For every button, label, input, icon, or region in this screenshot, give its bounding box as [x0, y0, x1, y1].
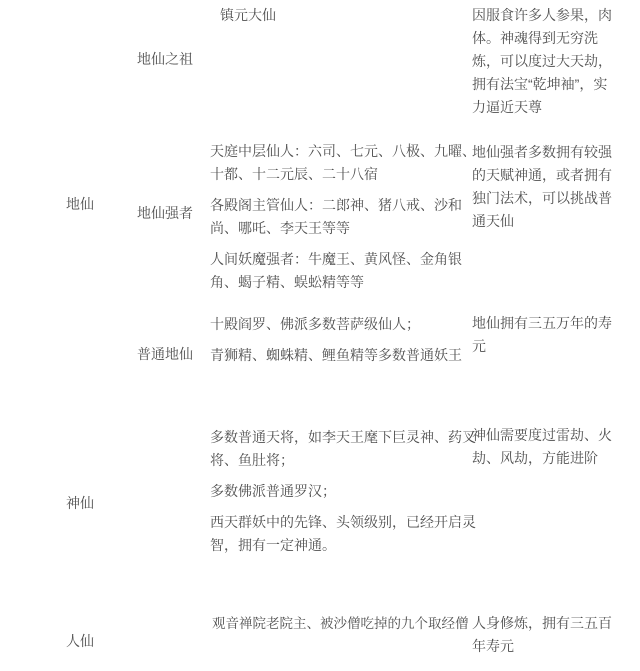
tier-label-putong-dixian: 普通地仙 — [137, 346, 193, 362]
figures-paragraph: 青狮精、蜘蛛精、鲤鱼精等多数普通妖王 — [210, 347, 462, 363]
rank-label-renxian: 人仙 — [66, 633, 94, 649]
rank-label-shenxian: 神仙 — [66, 495, 94, 511]
note-cell-renxian: 人身修炼，拥有三五百年寿元 — [472, 615, 612, 654]
tier-label-dixian-qiangzhe: 地仙强者 — [137, 205, 193, 221]
figures-paragraph: 人间妖魔强者：牛魔王、黄风怪、金角银角、蝎子精、蜈蚣精等等 — [210, 251, 462, 290]
figures-paragraph: 各殿阁主管仙人：二郎神、猪八戒、沙和尚、哪吒、李天王等等 — [210, 197, 462, 236]
note-cell-shenxian: 神仙需要度过雷劫、火劫、风劫，方能进阶 — [472, 427, 612, 466]
figures-cell-dixian-zhizu — [220, 4, 276, 27]
figures-cell-shenxian — [210, 426, 480, 557]
tier-label-dixian-zhizu: 地仙之祖 — [137, 51, 193, 67]
note-cell-putong-dixian: 地仙拥有三五万年的寿元 — [472, 315, 612, 354]
note-cell-dixian-zhizu: 因服食许多人参果，肉体。神魂得到无穷洗炼，可以度过大天劫，拥有法宝“乾坤袖”，实力逼近天尊 — [472, 7, 612, 115]
figures-cell-renxian — [212, 612, 469, 635]
figures-paragraph: 多数普通天将，如李天王麾下巨灵神、药叉将、鱼肚将； — [210, 429, 476, 468]
figures-paragraph: 十殿阎罗、佛派多数菩萨级仙人； — [210, 316, 420, 332]
figures-cell-putong-dixian — [210, 313, 480, 367]
figures-paragraph: 多数佛派普通罗汉； — [210, 483, 336, 499]
figures-paragraph: 观音禅院老院主、被沙僧吃掉的九个取经僧 — [212, 616, 469, 631]
rank-label-dixian: 地仙 — [66, 196, 94, 212]
figures-paragraph: 镇元大仙 — [220, 7, 276, 23]
figures-paragraph: 天庭中层仙人：六司、七元、八极、九曜、十都、十二元辰、二十八宿 — [210, 143, 476, 182]
figures-cell-dixian-qiangzhe — [210, 140, 480, 294]
note-cell-dixian-qiangzhe: 地仙强者多数拥有较强的天赋神通，或者拥有独门法术，可以挑战普通天仙 — [472, 144, 612, 229]
figures-paragraph: 西天群妖中的先锋、头领级别，已经开启灵智，拥有一定神通。 — [210, 514, 476, 553]
